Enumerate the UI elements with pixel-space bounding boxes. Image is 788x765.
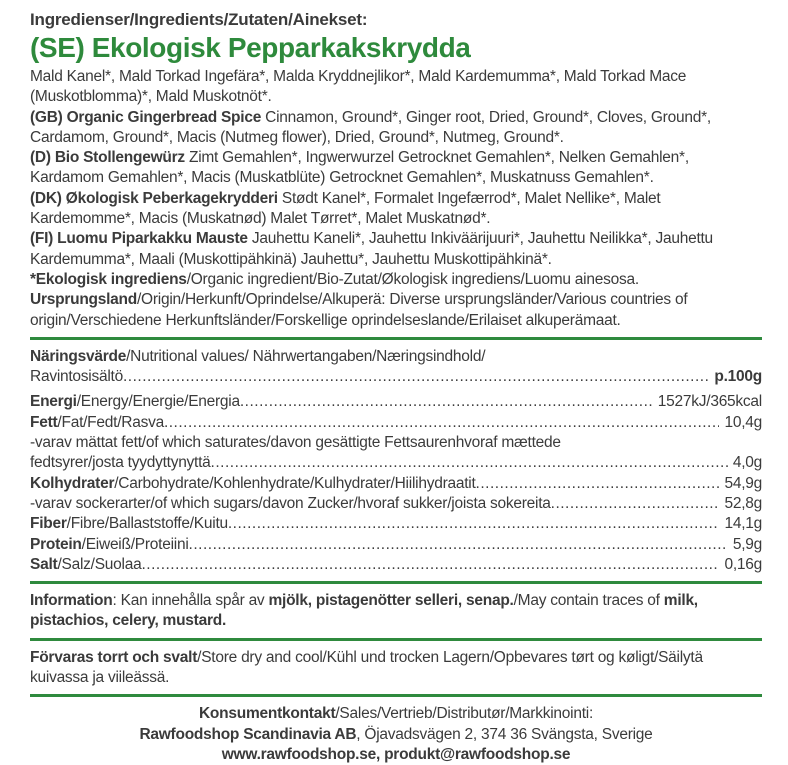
nutrition-row-fibre [30,514,762,534]
ingredients-paragraph-fi [30,229,762,270]
ingredients-lang-label: (FI) Luomu Piparkakku Mauste [30,230,248,248]
dot-leader [189,535,728,555]
nutrition-label: Kolhydrater [30,474,115,492]
ingredients-text: Zimt Gemahlen*, Ingwerwurzel Getrocknet Gemahlen*, Nelken Gemahlen*, Kardamom Gemahlen*, Macis (Muskatblüte) Getrocknet Gemahlen*, Muskatnuss Gemahlen*. [30,149,689,187]
nutrition-value: 10,4g [724,413,762,431]
nutrition-section [30,347,762,575]
divider-line [30,694,762,697]
ingredients-paragraph-se [30,67,762,108]
nutrition-value: p.100g [714,368,762,386]
organic-note-text: /Organic ingredient/Bio-Zutat/Økologisk ingrediens/Luomu ainesosa. [186,270,639,288]
nutrition-row-saturates-line1 [30,433,762,453]
ingredients-section [30,67,762,331]
company-address: , Öjavadsvägen 2, 374 36 Svängsta, Sverige [356,725,653,743]
information-label: Information [30,592,113,610]
ingredients-heading: Ingredienser/Ingredients/Zutaten/Ainekset: [30,10,368,29]
ingredients-paragraph-dk [30,189,762,230]
ingredients-text: Jauhettu Kaneli*, Jauhettu Inkiväärijuuri*, Jauhettu Neilikka*, Jauhettu Kardemumma*, Maali (Muskottipähkinä) Jauhettu*, Jauhettu Muskottipähkinä*. [30,230,713,268]
nutrition-label: Fiber [30,515,67,533]
nutrition-label-translations: /Fat/Fedt/Rasva [57,413,164,431]
nutrition-label-translations: /Energy/Energie/Energia [76,393,240,411]
dot-leader [476,474,720,494]
origin-note [30,290,762,331]
storage-section [30,648,762,689]
dot-leader [211,453,728,473]
nutrition-label-translations: Ravintosisältö [30,368,123,386]
nutrition-label: Energi [30,393,77,411]
nutrition-label: Näringsvärde [30,347,127,365]
nutrition-value: 52,8g [724,494,762,512]
nutrition-row-salt [30,555,762,575]
ingredients-lang-label: (D) Bio Stollengewürz [30,149,185,167]
nutrition-label-translations: /Salz/Suolaa [57,555,142,573]
contact-section [30,704,762,765]
ingredients-text: Stødt Kanel*, Formalet Ingefærrod*, Malet Nellike*, Malet Kardemomme*, Macis (Muskatnød) Malet Tørret*, Malet Muskatnød*. [30,189,661,228]
nutrition-label: Protein [30,535,82,553]
ingredients-lang-label: (GB) Organic Gingerbread Spice [30,108,262,126]
storage-instructions [30,648,762,689]
divider-line [30,638,762,641]
nutrition-label-translations: /Carbohydrate/Kohlenhydrate/Kulhydrater/Hiilihydraatit [114,474,476,492]
ingredients-text: Cinnamon, Ground*, Ginger root, Dried, Ground*, Cloves, Ground*, Cardamom, Ground*, Macis (Nutmeg flower), Dried, Ground*, Nutmeg, Ground*. [30,108,711,146]
nutrition-value: 4,0g [732,454,762,472]
nutrition-row-fat [30,413,762,433]
nutrition-label-translations: /Fibre/Ballaststoffe/Kuitu [66,515,228,533]
organic-note-label: *Ekologisk ingrediens [30,270,187,288]
information-lead: : Kan innehålla spår av [112,592,269,610]
nutrition-label: Salt [30,555,58,573]
dot-leader [228,514,720,534]
nutrition-label: Fett [30,413,58,431]
product-title: (SE) Ekologisk Pepparkakskrydda [30,32,471,63]
allergen-information-section [30,591,762,632]
allergens-sv: mjölk, pistagenötter selleri, senap. [268,592,514,610]
nutrition-value: 0,16g [724,555,762,573]
ingredients-text: Mald Kanel*, Mald Torkad Ingefära*, Malda Kryddnejlikor*, Mald Kardemumma*, Mald Torkad Mace (Muskotblomma)*, Mald Muskotnöt*. [30,68,687,106]
organic-note [30,270,762,290]
information-mid: /May contain traces of [513,592,664,610]
ingredients-paragraph-gb [30,108,762,149]
nutrition-row-energy [30,392,762,412]
nutrition-header-row [30,347,762,367]
origin-text: /Origin/Herkunft/Oprindelse/Alkuperä: Diverse ursprungsländer/Various countries of origin/Verschiedene Herkunftsländer/Forskellige oprindelseslande/Erilaiset alkuperämaat. [30,291,688,329]
divider-line [30,581,762,584]
ingredients-lang-label: (DK) Økologisk Peberkagekrydderi [30,189,278,207]
nutrition-row-carbohydrate [30,474,762,494]
origin-label: Ursprungsland [30,291,137,309]
nutrition-value: 1527kJ/365kcal [657,393,762,411]
nutrition-value: 54,9g [724,474,762,492]
nutrition-label-translations: /Nutritional values/ Nährwertangaben/Næringsindhold/ [126,347,486,365]
ingredients-paragraph-d [30,148,762,189]
dot-leader [551,494,720,514]
nutrition-row-protein [30,535,762,555]
contact-web-email [30,745,762,765]
storage-label: Förvaras torrt och svalt [30,648,198,666]
dot-leader [141,555,719,575]
nutrition-row-saturates-line2 [30,453,762,473]
contact-address [30,725,762,746]
nutrition-label-translations: /Eiweiß/Proteiini [81,535,189,553]
nutrition-label-translations: fedtsyrer/josta tyydyttynyttä [30,454,211,472]
nutrition-label-translations: -varav sockerarter/of which sugars/davon Zucker/hvoraf sukker/joista sokereita [30,494,551,512]
contact-label-translations: /Sales/Vertrieb/Distributør/Markkinointi: [335,705,593,723]
website-email-text: www.rawfoodshop.se, produkt@rawfoodshop.se [221,746,571,764]
dot-leader [123,367,709,387]
allergens-en: milk, pistachios, celery, mustard. [30,592,698,630]
nutrition-value: 14,1g [724,515,762,533]
contact-label: Konsumentkontakt [198,705,336,723]
nutrition-row-per100g [30,367,762,387]
nutrition-value: 5,9g [732,535,762,553]
contact-heading [30,704,762,725]
company-name: Rawfoodshop Scandinavia AB [139,725,357,743]
nutrition-row-sugars [30,494,762,514]
storage-translations: /Store dry and cool/Kühl und trocken Lagern/Opbevares tørt og køligt/Säilytä kuivassa ja viileässä. [30,648,703,687]
allergen-information-text [30,591,762,632]
nutrition-label-translations: -varav mättat fett/of which saturates/davon gesättigte Fettsaurenhvoraf mættede [30,434,561,452]
dot-leader [240,392,653,412]
divider-line [30,337,762,340]
dot-leader [164,413,720,433]
